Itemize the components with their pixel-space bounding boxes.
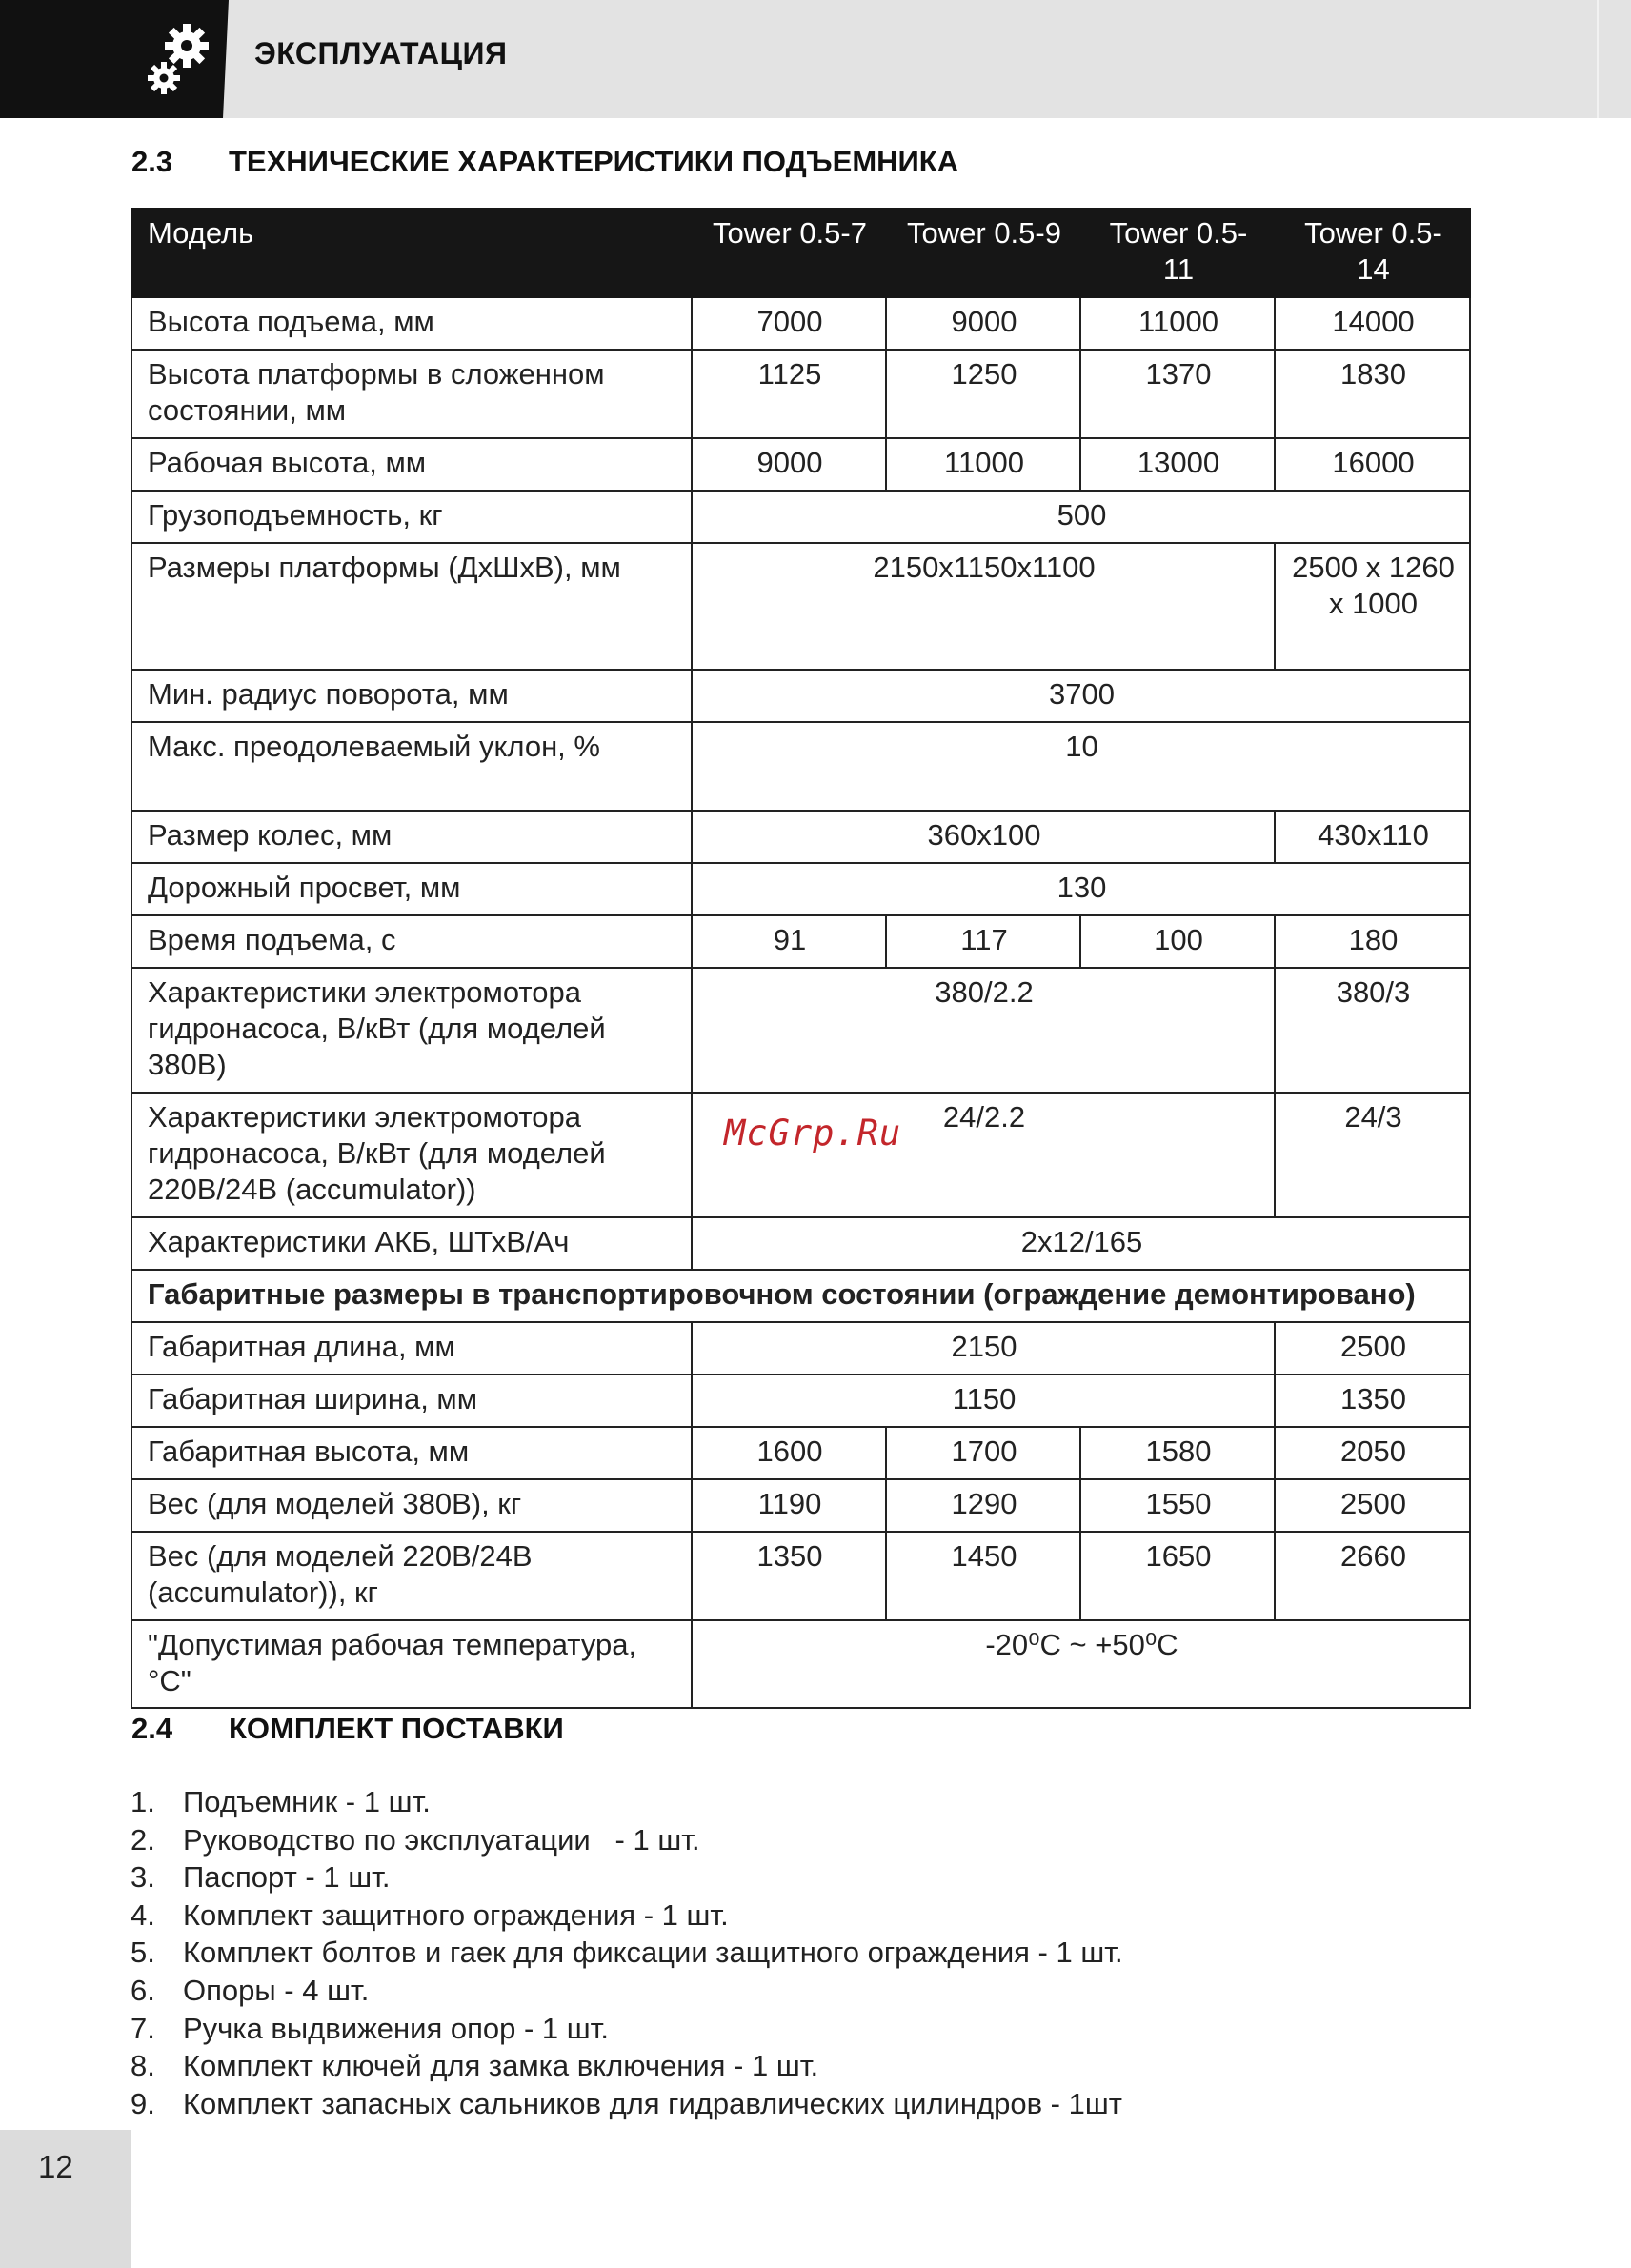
cell-value: 1700: [886, 1427, 1080, 1479]
list-item: [131, 2010, 1123, 2048]
table-row: [131, 491, 1470, 543]
list-item: [131, 2047, 1123, 2085]
table-row: [131, 543, 1470, 670]
section-number: 2.3: [131, 145, 173, 178]
cell-value: 430x110: [1275, 811, 1470, 863]
row-label: Вес (для моделей 380В), кг: [131, 1479, 692, 1532]
cell-value: 11000: [886, 438, 1080, 491]
cell-value: 9000: [692, 438, 886, 491]
cell-value: -20⁰С ~ +50⁰С: [692, 1620, 1470, 1708]
list-item: [131, 1934, 1123, 1972]
table-row: [131, 297, 1470, 350]
header-model-label: Модель: [131, 209, 692, 297]
cell-value: 2500: [1275, 1322, 1470, 1375]
cell-value: 14000: [1275, 297, 1470, 350]
section-heading-delivery: [131, 1712, 564, 1746]
row-label: Размеры платформы (ДхШхВ), мм: [131, 543, 692, 670]
cell-value: 117: [886, 915, 1080, 968]
row-label: Габаритная длина, мм: [131, 1322, 692, 1375]
section-title: КОМПЛЕКТ ПОСТАВКИ: [229, 1712, 564, 1745]
header-bar: [0, 0, 1631, 118]
table-row: [131, 1427, 1470, 1479]
table-subheading-row: [131, 1270, 1470, 1322]
cell-value: 11000: [1080, 297, 1275, 350]
list-text: Подъемник - 1 шт.: [183, 1785, 431, 1818]
table-row: [131, 1479, 1470, 1532]
cell-value: 16000: [1275, 438, 1470, 491]
header-divider: [1597, 0, 1599, 118]
row-label: Грузоподъемность, кг: [131, 491, 692, 543]
cell-value: 1370: [1080, 350, 1275, 438]
table-row: [131, 350, 1470, 438]
cell-value: 1600: [692, 1427, 886, 1479]
section-heading-specs: [131, 145, 958, 179]
row-label: Время подъема, с: [131, 915, 692, 968]
list-text: Ручка выдвижения опор - 1 шт.: [183, 2011, 610, 2045]
list-number: 3.: [131, 1860, 155, 1895]
cell-value: 3700: [692, 670, 1470, 722]
section-number: 2.4: [131, 1712, 173, 1745]
page-number: 12: [38, 2149, 73, 2184]
list-item: [131, 1972, 1123, 2010]
header-model: Tower 0.5-14: [1275, 209, 1470, 297]
transport-heading: Габаритные размеры в транспортировочном состоянии (ограждение демонтировано): [131, 1270, 1470, 1322]
list-text: Опоры - 4 шт.: [183, 1973, 370, 2007]
table-row: [131, 863, 1470, 915]
list-text: Комплект защитного ограждения - 1 шт.: [183, 1897, 729, 1932]
table-row: [131, 722, 1470, 811]
table-header-row: [131, 209, 1470, 297]
cell-value: 2500: [1275, 1479, 1470, 1532]
cell-value: 1150: [692, 1375, 1275, 1427]
row-label: Рабочая высота, мм: [131, 438, 692, 491]
list-number: 4.: [131, 1897, 155, 1932]
watermark: McGrp.Ru: [724, 1113, 902, 1154]
table-row: [131, 968, 1470, 1093]
table-row: [131, 670, 1470, 722]
table-row: [131, 915, 1470, 968]
row-label: Характеристики электромотора гидронасоса, В/кВт (для моделей 220В/24В (accumulator)): [131, 1093, 692, 1217]
cell-value: 1830: [1275, 350, 1470, 438]
table-row: [131, 1322, 1470, 1375]
row-label: Высота платформы в сложенном состоянии, мм: [131, 350, 692, 438]
list-number: 9.: [131, 2086, 155, 2120]
cell-value: 1125: [692, 350, 886, 438]
list-text: Паспорт - 1 шт.: [183, 1860, 391, 1895]
list-number: 2.: [131, 1822, 155, 1857]
header-model: Tower 0.5-9: [886, 209, 1080, 297]
cell-value: 2500 x 1260 x 1000: [1275, 543, 1470, 670]
list-text: Комплект болтов и гаек для фиксации защитного ограждения - 1 шт.: [183, 1936, 1123, 1970]
cell-value: 1550: [1080, 1479, 1275, 1532]
cell-value: 1190: [692, 1479, 886, 1532]
row-label: Мин. радиус поворота, мм: [131, 670, 692, 722]
row-label: Габаритная высота, мм: [131, 1427, 692, 1479]
table-row: [131, 438, 1470, 491]
section-title: ТЕХНИЧЕСКИЕ ХАРАКТЕРИСТИКИ ПОДЪЕМНИКА: [229, 145, 959, 178]
table-row: [131, 811, 1470, 863]
list-number: 1.: [131, 1785, 155, 1818]
row-label: Дорожный просвет, мм: [131, 863, 692, 915]
list-item: [131, 1821, 1123, 1859]
list-item: [131, 1897, 1123, 1935]
cell-value: 7000: [692, 297, 886, 350]
row-label: "Допустимая рабочая температура, °С": [131, 1620, 692, 1708]
table-row: [131, 1532, 1470, 1620]
cell-value: 10: [692, 722, 1470, 811]
list-item: [131, 1858, 1123, 1897]
cell-value: 1580: [1080, 1427, 1275, 1479]
cell-value: 1650: [1080, 1532, 1275, 1620]
cell-value: 500: [692, 491, 1470, 543]
delivery-list: [131, 1783, 1123, 2122]
list-item: [131, 2085, 1123, 2123]
cell-value: 2150x1150x1100: [692, 543, 1275, 670]
cell-value: 1250: [886, 350, 1080, 438]
cell-value: 360x100: [692, 811, 1275, 863]
table-row: [131, 1620, 1470, 1708]
cell-value: 380/2.2: [692, 968, 1275, 1093]
cell-value: 100: [1080, 915, 1275, 968]
cell-value: 2660: [1275, 1532, 1470, 1620]
header-model: Tower 0.5-7: [692, 209, 886, 297]
cell-value: 91: [692, 915, 886, 968]
row-label: Размер колес, мм: [131, 811, 692, 863]
list-text: Руководство по эксплуатации - 1 шт.: [183, 1822, 700, 1857]
cell-value: 2x12/165: [692, 1217, 1470, 1270]
cell-value: 24/3: [1275, 1093, 1470, 1217]
cell-value: 130: [692, 863, 1470, 915]
row-label: Высота подъема, мм: [131, 297, 692, 350]
list-number: 6.: [131, 1973, 155, 2007]
spec-table: [131, 208, 1471, 1709]
cell-value: 1350: [1275, 1375, 1470, 1427]
header-model: Tower 0.5-11: [1080, 209, 1275, 297]
gears-icon: [143, 17, 219, 103]
row-label: Макс. преодолеваемый уклон, %: [131, 722, 692, 811]
row-label: Габаритная ширина, мм: [131, 1375, 692, 1427]
list-text: Комплект ключей для замка включения - 1 шт.: [183, 2049, 819, 2083]
row-label: Характеристики электромотора гидронасоса, В/кВт (для моделей 380В): [131, 968, 692, 1093]
list-number: 5.: [131, 1936, 155, 1970]
cell-value: 2050: [1275, 1427, 1470, 1479]
cell-value: 380/3: [1275, 968, 1470, 1093]
cell-value: 24/2.2: [692, 1093, 1275, 1217]
header-title: ЭКСПЛУАТАЦИЯ: [254, 36, 508, 70]
table-row: [131, 1093, 1470, 1217]
table-row: [131, 1375, 1470, 1427]
table-row: [131, 1217, 1470, 1270]
cell-value: 1350: [692, 1532, 886, 1620]
list-item: [131, 1783, 1123, 1821]
row-label: Характеристики АКБ, ШТхВ/Ач: [131, 1217, 692, 1270]
cell-value: 180: [1275, 915, 1470, 968]
list-number: 8.: [131, 2049, 155, 2083]
cell-value: 1290: [886, 1479, 1080, 1532]
list-number: 7.: [131, 2011, 155, 2045]
cell-value: 13000: [1080, 438, 1275, 491]
cell-value: 1450: [886, 1532, 1080, 1620]
cell-value: 9000: [886, 297, 1080, 350]
list-text: Комплект запасных сальников для гидравлических цилиндров - 1шт: [183, 2086, 1122, 2120]
row-label: Вес (для моделей 220В/24В (accumulator)), кг: [131, 1532, 692, 1620]
cell-value: 2150: [692, 1322, 1275, 1375]
